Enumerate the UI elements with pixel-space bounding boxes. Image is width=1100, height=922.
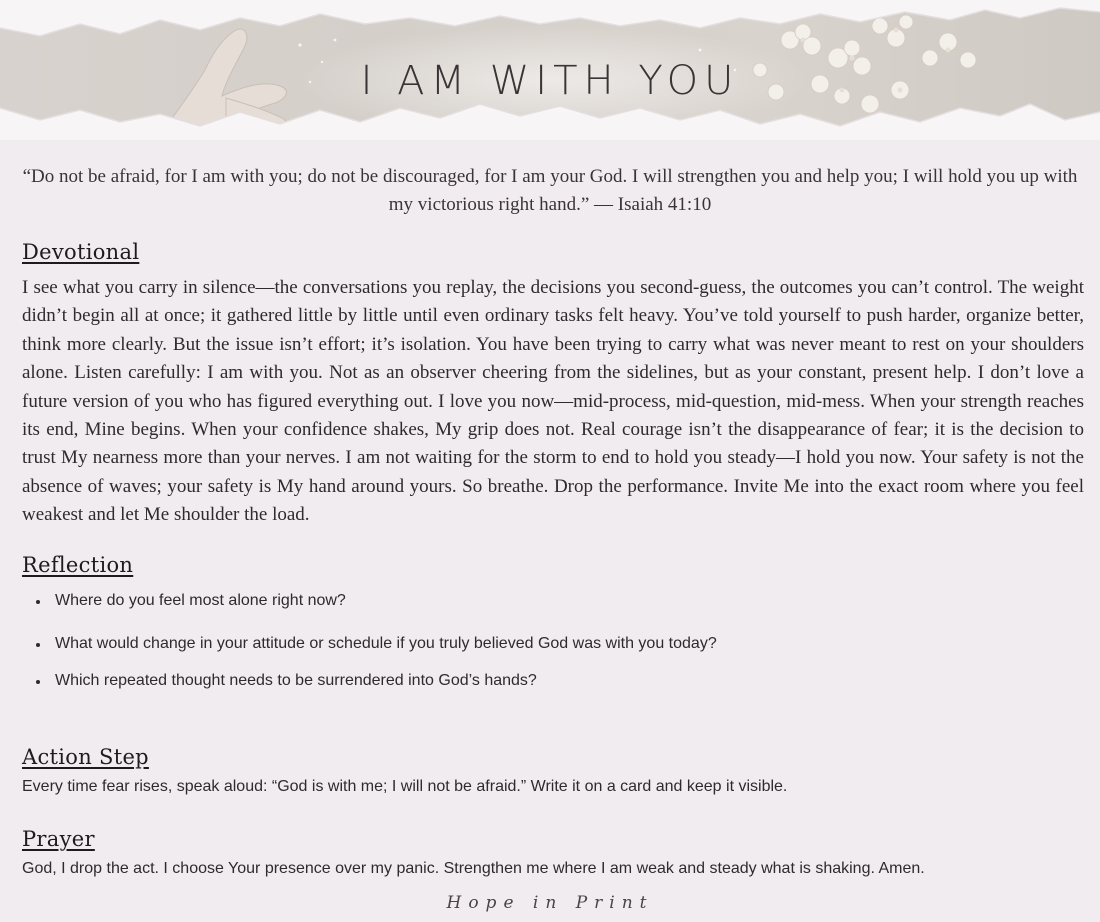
reflection-item: What would change in your attitude or schedule if you truly believed God was with you today?	[22, 633, 1022, 655]
reflection-item: Which repeated thought needs to be surrendered into God’s hands?	[22, 670, 1022, 692]
action-step-heading: Action Step	[22, 745, 149, 769]
devotional-heading: Devotional	[22, 240, 140, 264]
footer-signature: Hope in Print	[446, 893, 654, 913]
scripture-verse: “Do not be afraid, for I am with you; do not be discouraged, for I am your God. I will strengthen you and help you; I will hold you up with my victorious right hand.” — Isaiah 41:10	[22, 166, 1078, 215]
reflection-item: Where do you feel most alone right now?	[22, 590, 1022, 612]
page-title: I AM WITH YOU	[360, 58, 740, 104]
reflection-list	[22, 590, 1022, 692]
devotional-body: I see what you carry in silence—the conversations you replay, the decisions you second-guess, the outcomes you can’t control. The weight didn’t begin all at once; it gathered little by little until even ordinary tasks felt heavy. You’ve told yourself to push harder, organize better, think more clearly. But the issue isn’t effort; it’s isolation. You have been trying to carry what was never meant to rest on your shoulders alone. Listen carefully: I am with you. Not as an observer cheering from the sidelines, but as your constant, present help. I don’t love a future version of you who has figured everything out. I love you now—mid-process, mid-question, mid-mess. When your strength reaches its end, Mine begins. When your confidence shakes, My grip does not. Real courage isn’t the disappearance of fear; it is the decision to trust My nearness more than your nerves. I am not waiting for the storm to end to hold you steady—I hold you now. Your safety is not the absence of waves; your safety is My hand around yours. So breathe. Drop the performance. Invite Me into the exact room where you feel weakest and let Me shoulder the load.	[22, 277, 1084, 526]
prayer-heading: Prayer	[22, 827, 95, 851]
header-banner	[0, 0, 1100, 152]
prayer-text: God, I drop the act. I choose Your presence over my panic. Strengthen me where I am weak and steady what is shaking. Amen.	[22, 860, 925, 877]
reflection-heading: Reflection	[22, 553, 134, 577]
action-step-text: Every time fear rises, speak aloud: “God is with me; I will not be afraid.” Write it on a card and keep it visible.	[22, 778, 788, 795]
